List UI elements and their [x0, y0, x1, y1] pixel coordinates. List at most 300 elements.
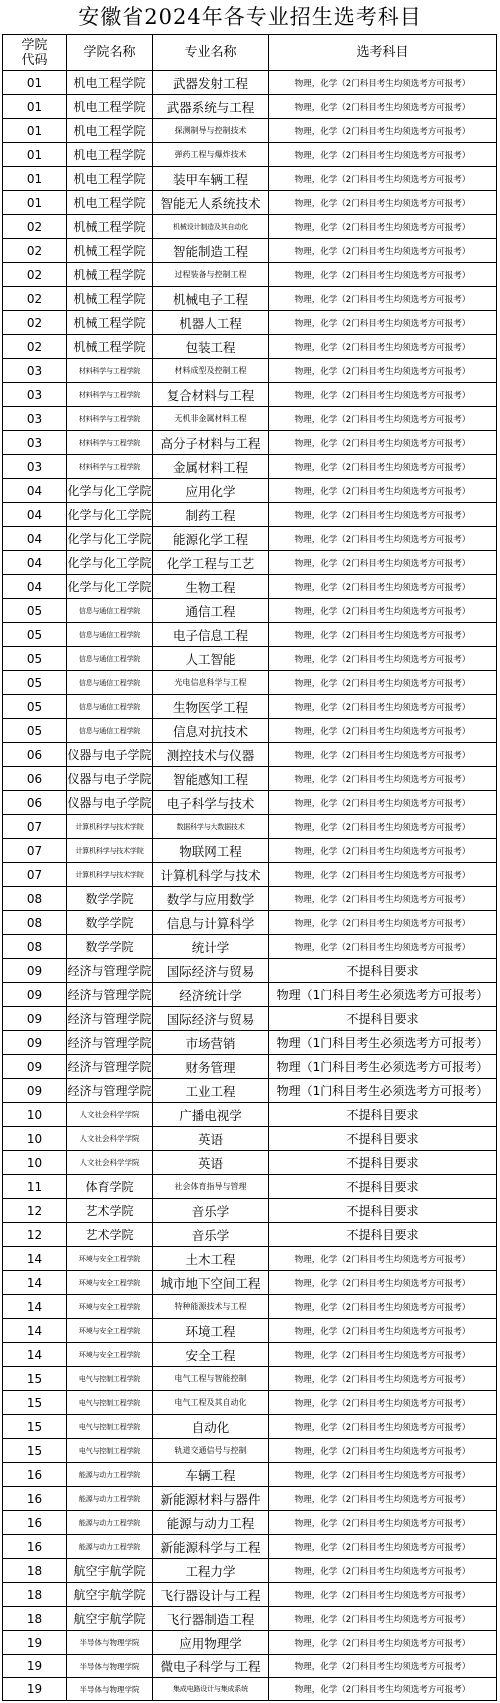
college-code-cell: 04 — [3, 503, 67, 527]
major-name-cell: 通信工程 — [153, 599, 269, 623]
major-name-cell: 智能感知工程 — [153, 767, 269, 791]
college-code-cell: 05 — [3, 695, 67, 719]
major-name-cell: 无机非金属材料工程 — [153, 407, 269, 431]
major-name-cell: 环境工程 — [153, 1319, 269, 1343]
subjects-cell: 不提科目要求 — [269, 1151, 497, 1175]
table-row — [3, 983, 497, 1007]
major-name-cell: 弹药工程与爆炸技术 — [153, 143, 269, 167]
table-row — [3, 455, 497, 479]
college-name-cell: 经济与管理学院 — [67, 1007, 153, 1031]
college-name-cell: 化学与化工学院 — [67, 575, 153, 599]
major-name-cell: 智能无人系统技术 — [153, 191, 269, 215]
subjects-cell: 物理，化学（2门科目考生均须选考方可报考） — [269, 407, 497, 431]
major-name-cell: 智能制造工程 — [153, 239, 269, 263]
subjects-cell: 物理，化学（2门科目考生均须选考方可报考） — [269, 935, 497, 959]
major-name-cell: 机械设计制造及其自动化 — [153, 215, 269, 239]
page-title: 安徽省2024年各专业招生选考科目 — [78, 5, 422, 29]
table-row — [3, 1007, 497, 1031]
major-name-cell: 电气工程及其自动化 — [153, 1391, 269, 1415]
college-name-cell: 化学与化工学院 — [67, 503, 153, 527]
table-row — [3, 743, 497, 767]
table-row — [3, 695, 497, 719]
college-code-cell: 06 — [3, 767, 67, 791]
college-code-cell: 16 — [3, 1487, 67, 1511]
major-name-cell: 新能源科学与工程 — [153, 1535, 269, 1559]
college-code-cell: 04 — [3, 527, 67, 551]
college-code-cell: 01 — [3, 71, 67, 95]
major-name-cell: 广播电视学 — [153, 1103, 269, 1127]
table-row — [3, 215, 497, 239]
major-name-cell: 武器发射工程 — [153, 71, 269, 95]
subjects-cell: 物理，化学（2门科目考生均须选考方可报考） — [269, 263, 497, 287]
subjects-cell: 物理，化学（2门科目考生均须选考方可报考） — [269, 1655, 497, 1678]
major-name-cell: 计算机科学与技术 — [153, 863, 269, 887]
college-name-cell: 机电工程学院 — [67, 95, 153, 119]
college-code-cell: 16 — [3, 1463, 67, 1487]
college-code-cell: 02 — [3, 287, 67, 311]
subjects-cell: 物理，化学（2门科目考生均须选考方可报考） — [269, 239, 497, 263]
table-row — [3, 479, 497, 503]
college-name-cell: 能源与动力工程学院 — [67, 1463, 153, 1487]
college-code-cell: 15 — [3, 1391, 67, 1415]
major-name-cell: 特种能源技术与工程 — [153, 1295, 269, 1319]
table-row — [3, 887, 497, 911]
college-code-cell: 02 — [3, 263, 67, 287]
major-name-cell: 过程装备与控制工程 — [153, 263, 269, 287]
college-name-cell: 机械工程学院 — [67, 239, 153, 263]
subjects-cell: 不提科目要求 — [269, 959, 497, 983]
college-name-cell: 化学与化工学院 — [67, 527, 153, 551]
college-code-cell: 01 — [3, 119, 67, 143]
table-row — [3, 1678, 497, 1701]
subjects-cell: 物理，化学（2门科目考生均须选考方可报考） — [269, 95, 497, 119]
college-name-cell: 仪器与电子学院 — [67, 767, 153, 791]
college-code-cell: 01 — [3, 191, 67, 215]
header-college-code — [3, 35, 67, 71]
subjects-cell: 物理，化学（2门科目考生均须选考方可报考） — [269, 1295, 497, 1319]
subjects-cell: 物理，化学（2门科目考生均须选考方可报考） — [269, 503, 497, 527]
college-name-cell: 计算机科学与技术学院 — [67, 815, 153, 839]
table-row — [3, 671, 497, 695]
college-code-cell: 05 — [3, 671, 67, 695]
subjects-cell: 物理，化学（2门科目考生均须选考方可报考） — [269, 887, 497, 911]
major-name-cell: 信息与计算科学 — [153, 911, 269, 935]
major-name-cell: 自动化 — [153, 1415, 269, 1439]
major-name-cell: 能源化学工程 — [153, 527, 269, 551]
major-name-cell: 财务管理 — [153, 1055, 269, 1079]
college-code-cell: 09 — [3, 1079, 67, 1103]
subjects-cell: 物理，化学（2门科目考生均须选考方可报考） — [269, 695, 497, 719]
major-name-cell: 信息对抗技术 — [153, 719, 269, 743]
subjects-cell: 物理，化学（2门科目考生均须选考方可报考） — [269, 143, 497, 167]
major-name-cell: 经济统计学 — [153, 983, 269, 1007]
college-code-cell: 02 — [3, 215, 67, 239]
subjects-cell: 物理，化学（2门科目考生均须选考方可报考） — [269, 71, 497, 95]
college-name-cell: 数学学院 — [67, 887, 153, 911]
major-name-cell: 车辆工程 — [153, 1463, 269, 1487]
college-name-cell: 半导体与物理学院 — [67, 1678, 153, 1701]
college-code-cell: 09 — [3, 1055, 67, 1079]
college-name-cell: 机械工程学院 — [67, 335, 153, 359]
college-name-cell: 仪器与电子学院 — [67, 791, 153, 815]
subjects-cell: 物理，化学（2门科目考生均须选考方可报考） — [269, 167, 497, 191]
college-name-cell: 信息与通信工程学院 — [67, 671, 153, 695]
subjects-cell: 物理，化学（2门科目考生均须选考方可报考） — [269, 455, 497, 479]
table-row — [3, 1607, 497, 1631]
college-name-cell: 环境与安全工程学院 — [67, 1247, 153, 1271]
table-row — [3, 119, 497, 143]
major-name-cell: 数据科学与大数据技术 — [153, 815, 269, 839]
college-name-cell: 机械工程学院 — [67, 215, 153, 239]
college-code-cell: 14 — [3, 1319, 67, 1343]
major-name-cell: 电子科学与技术 — [153, 791, 269, 815]
college-code-cell: 01 — [3, 143, 67, 167]
major-name-cell: 统计学 — [153, 935, 269, 959]
header-college-name: 学院名称 — [67, 35, 153, 71]
college-code-cell: 16 — [3, 1511, 67, 1535]
college-code-cell: 19 — [3, 1678, 67, 1701]
college-code-cell: 19 — [3, 1655, 67, 1678]
subjects-cell: 物理（1门科目考生必须选考方可报考） — [269, 983, 497, 1007]
college-name-cell: 经济与管理学院 — [67, 1079, 153, 1103]
subjects-cell: 不提科目要求 — [269, 1199, 497, 1223]
major-name-cell: 英语 — [153, 1151, 269, 1175]
college-code-cell: 12 — [3, 1199, 67, 1223]
table-row — [3, 1655, 497, 1678]
college-code-cell: 03 — [3, 383, 67, 407]
table-row — [3, 95, 497, 119]
major-name-cell: 电气工程与智能控制 — [153, 1367, 269, 1391]
subjects-table — [2, 34, 497, 1701]
college-name-cell: 数学学院 — [67, 935, 153, 959]
college-name-cell: 机械工程学院 — [67, 311, 153, 335]
table-row — [3, 71, 497, 95]
college-code-cell: 16 — [3, 1535, 67, 1559]
table-row — [3, 1223, 497, 1247]
major-name-cell: 制药工程 — [153, 503, 269, 527]
college-code-cell: 08 — [3, 911, 67, 935]
college-name-cell: 电气与控制工程学院 — [67, 1415, 153, 1439]
subjects-cell: 物理（1门科目考生必须选考方可报考） — [269, 1055, 497, 1079]
college-code-cell: 18 — [3, 1559, 67, 1583]
major-name-cell: 英语 — [153, 1127, 269, 1151]
college-name-cell: 经济与管理学院 — [67, 959, 153, 983]
college-code-cell: 08 — [3, 935, 67, 959]
table-row — [3, 1055, 497, 1079]
subjects-cell: 物理，化学（2门科目考生均须选考方可报考） — [269, 1271, 497, 1295]
table-row — [3, 791, 497, 815]
major-name-cell: 音乐学 — [153, 1223, 269, 1247]
major-name-cell: 轨道交通信号与控制 — [153, 1439, 269, 1463]
major-name-cell: 电子信息工程 — [153, 623, 269, 647]
subjects-cell: 物理，化学（2门科目考生均须选考方可报考） — [269, 1487, 497, 1511]
subjects-cell: 不提科目要求 — [269, 1103, 497, 1127]
college-code-cell: 14 — [3, 1343, 67, 1367]
subjects-cell: 物理，化学（2门科目考生均须选考方可报考） — [269, 527, 497, 551]
table-row — [3, 1559, 497, 1583]
table-row — [3, 1463, 497, 1487]
subjects-cell: 物理，化学（2门科目考生均须选考方可报考） — [269, 431, 497, 455]
college-code-cell: 14 — [3, 1271, 67, 1295]
subjects-cell: 不提科目要求 — [269, 1127, 497, 1151]
college-code-cell: 07 — [3, 815, 67, 839]
major-name-cell: 国际经济与贸易 — [153, 959, 269, 983]
subjects-cell: 物理，化学（2门科目考生均须选考方可报考） — [269, 839, 497, 863]
major-name-cell: 应用物理学 — [153, 1631, 269, 1655]
college-name-cell: 材料科学与工程学院 — [67, 407, 153, 431]
college-name-cell: 材料科学与工程学院 — [67, 431, 153, 455]
table-row — [3, 407, 497, 431]
subjects-cell: 物理（1门科目考生必须选考方可报考） — [269, 1079, 497, 1103]
major-name-cell: 音乐学 — [153, 1199, 269, 1223]
table-row — [3, 1247, 497, 1271]
major-name-cell: 城市地下空间工程 — [153, 1271, 269, 1295]
table-row — [3, 359, 497, 383]
table-row — [3, 191, 497, 215]
subjects-cell: 物理，化学（2门科目考生均须选考方可报考） — [269, 1343, 497, 1367]
college-name-cell: 半导体与物理学院 — [67, 1631, 153, 1655]
college-name-cell: 电气与控制工程学院 — [67, 1439, 153, 1463]
college-name-cell: 人文社会科学学院 — [67, 1151, 153, 1175]
table-row — [3, 1487, 497, 1511]
college-code-cell: 18 — [3, 1583, 67, 1607]
table-row — [3, 431, 497, 455]
major-name-cell: 光电信息科学与工程 — [153, 671, 269, 695]
table-row — [3, 1295, 497, 1319]
college-code-cell: 05 — [3, 599, 67, 623]
major-name-cell: 安全工程 — [153, 1343, 269, 1367]
table-row — [3, 719, 497, 743]
subjects-cell: 不提科目要求 — [269, 1175, 497, 1199]
major-name-cell: 包装工程 — [153, 335, 269, 359]
college-code-cell: 09 — [3, 959, 67, 983]
subjects-cell: 物理，化学（2门科目考生均须选考方可报考） — [269, 623, 497, 647]
subjects-cell: 物理（1门科目考生必须选考方可报考） — [269, 1031, 497, 1055]
subjects-cell: 物理，化学（2门科目考生均须选考方可报考） — [269, 791, 497, 815]
college-name-cell: 材料科学与工程学院 — [67, 383, 153, 407]
table-row — [3, 863, 497, 887]
college-code-cell: 18 — [3, 1607, 67, 1631]
major-name-cell: 探测制导与控制技术 — [153, 119, 269, 143]
subjects-cell: 不提科目要求 — [269, 1007, 497, 1031]
table-row — [3, 1103, 497, 1127]
college-name-cell: 航空宇航学院 — [67, 1583, 153, 1607]
table-row — [3, 767, 497, 791]
major-name-cell: 社会体育指导与管理 — [153, 1175, 269, 1199]
subjects-cell: 物理，化学（2门科目考生均须选考方可报考） — [269, 815, 497, 839]
table-row — [3, 287, 497, 311]
subjects-cell: 物理，化学（2门科目考生均须选考方可报考） — [269, 383, 497, 407]
table-header-row — [3, 35, 497, 71]
subjects-cell: 物理，化学（2门科目考生均须选考方可报考） — [269, 575, 497, 599]
college-name-cell: 机电工程学院 — [67, 191, 153, 215]
subjects-cell: 物理，化学（2门科目考生均须选考方可报考） — [269, 359, 497, 383]
table-row — [3, 1319, 497, 1343]
major-name-cell: 工业工程 — [153, 1079, 269, 1103]
subjects-cell: 物理，化学（2门科目考生均须选考方可报考） — [269, 479, 497, 503]
college-name-cell: 信息与通信工程学院 — [67, 695, 153, 719]
college-name-cell: 计算机科学与技术学院 — [67, 839, 153, 863]
major-name-cell: 国际经济与贸易 — [153, 1007, 269, 1031]
table-row — [3, 503, 497, 527]
table-row — [3, 1199, 497, 1223]
table-row — [3, 599, 497, 623]
subjects-cell: 不提科目要求 — [269, 1223, 497, 1247]
college-name-cell: 机电工程学院 — [67, 119, 153, 143]
college-name-cell: 仪器与电子学院 — [67, 743, 153, 767]
major-name-cell: 数学与应用数学 — [153, 887, 269, 911]
table-row — [3, 935, 497, 959]
college-name-cell: 人文社会科学学院 — [67, 1103, 153, 1127]
table-row — [3, 1391, 497, 1415]
subjects-cell: 物理，化学（2门科目考生均须选考方可报考） — [269, 599, 497, 623]
college-code-cell: 15 — [3, 1367, 67, 1391]
college-code-cell: 09 — [3, 983, 67, 1007]
subjects-cell: 物理，化学（2门科目考生均须选考方可报考） — [269, 647, 497, 671]
table-row — [3, 1631, 497, 1655]
subjects-cell: 物理，化学（2门科目考生均须选考方可报考） — [269, 1511, 497, 1535]
table-row — [3, 1439, 497, 1463]
table-row — [3, 1271, 497, 1295]
table-row — [3, 959, 497, 983]
college-name-cell: 信息与通信工程学院 — [67, 599, 153, 623]
subjects-cell: 物理，化学（2门科目考生均须选考方可报考） — [269, 1678, 497, 1701]
major-name-cell: 人工智能 — [153, 647, 269, 671]
college-code-cell: 03 — [3, 455, 67, 479]
subjects-cell: 物理，化学（2门科目考生均须选考方可报考） — [269, 767, 497, 791]
college-code-cell: 10 — [3, 1103, 67, 1127]
major-name-cell: 物联网工程 — [153, 839, 269, 863]
college-code-cell: 10 — [3, 1151, 67, 1175]
header-subjects: 选考科目 — [269, 35, 497, 71]
subjects-cell: 物理，化学（2门科目考生均须选考方可报考） — [269, 119, 497, 143]
major-name-cell: 能源与动力工程 — [153, 1511, 269, 1535]
major-name-cell: 机械电子工程 — [153, 287, 269, 311]
major-name-cell: 工程力学 — [153, 1559, 269, 1583]
subjects-cell: 物理，化学（2门科目考生均须选考方可报考） — [269, 287, 497, 311]
college-code-cell: 03 — [3, 359, 67, 383]
college-name-cell: 材料科学与工程学院 — [67, 359, 153, 383]
college-code-cell: 04 — [3, 575, 67, 599]
college-code-cell: 19 — [3, 1631, 67, 1655]
college-name-cell: 计算机科学与技术学院 — [67, 863, 153, 887]
college-name-cell: 航空宇航学院 — [67, 1607, 153, 1631]
major-name-cell: 金属材料工程 — [153, 455, 269, 479]
college-code-cell: 07 — [3, 863, 67, 887]
table-row — [3, 839, 497, 863]
major-name-cell: 武器系统与工程 — [153, 95, 269, 119]
college-name-cell: 信息与通信工程学院 — [67, 623, 153, 647]
college-name-cell: 化学与化工学院 — [67, 479, 153, 503]
college-code-cell: 15 — [3, 1439, 67, 1463]
college-name-cell: 数学学院 — [67, 911, 153, 935]
table-row — [3, 623, 497, 647]
major-name-cell: 测控技术与仪器 — [153, 743, 269, 767]
major-name-cell: 材料成型及控制工程 — [153, 359, 269, 383]
college-name-cell: 机械工程学院 — [67, 287, 153, 311]
table-row — [3, 1511, 497, 1535]
college-code-cell: 02 — [3, 311, 67, 335]
subjects-cell: 物理，化学（2门科目考生均须选考方可报考） — [269, 1463, 497, 1487]
subjects-cell: 物理，化学（2门科目考生均须选考方可报考） — [269, 1247, 497, 1271]
table-row — [3, 1343, 497, 1367]
header-major-name: 专业名称 — [153, 35, 269, 71]
college-name-cell: 环境与安全工程学院 — [67, 1295, 153, 1319]
major-name-cell: 土木工程 — [153, 1247, 269, 1271]
college-name-cell: 体育学院 — [67, 1175, 153, 1199]
college-name-cell: 艺术学院 — [67, 1199, 153, 1223]
major-name-cell: 飞行器制造工程 — [153, 1607, 269, 1631]
college-code-cell: 08 — [3, 887, 67, 911]
table-row — [3, 647, 497, 671]
college-name-cell: 能源与动力工程学院 — [67, 1535, 153, 1559]
college-name-cell: 机电工程学院 — [67, 143, 153, 167]
subjects-cell: 物理，化学（2门科目考生均须选考方可报考） — [269, 1319, 497, 1343]
college-code-cell: 01 — [3, 95, 67, 119]
college-name-cell: 机电工程学院 — [67, 71, 153, 95]
college-name-cell: 化学与化工学院 — [67, 551, 153, 575]
major-name-cell: 机器人工程 — [153, 311, 269, 335]
college-code-cell: 01 — [3, 167, 67, 191]
college-code-cell: 09 — [3, 1031, 67, 1055]
college-code-cell: 12 — [3, 1223, 67, 1247]
table-row — [3, 1583, 497, 1607]
college-code-cell: 03 — [3, 431, 67, 455]
college-code-cell: 04 — [3, 479, 67, 503]
major-name-cell: 微电子科学与工程 — [153, 1655, 269, 1678]
college-name-cell: 经济与管理学院 — [67, 983, 153, 1007]
subjects-cell: 物理，化学（2门科目考生均须选考方可报考） — [269, 1583, 497, 1607]
subjects-cell: 物理，化学（2门科目考生均须选考方可报考） — [269, 335, 497, 359]
college-name-cell: 环境与安全工程学院 — [67, 1343, 153, 1367]
college-code-cell: 14 — [3, 1247, 67, 1271]
college-name-cell: 环境与安全工程学院 — [67, 1271, 153, 1295]
table-row — [3, 1031, 497, 1055]
table-row — [3, 575, 497, 599]
college-code-cell: 06 — [3, 743, 67, 767]
subjects-cell: 物理，化学（2门科目考生均须选考方可报考） — [269, 1439, 497, 1463]
college-name-cell: 经济与管理学院 — [67, 1055, 153, 1079]
subjects-cell: 物理，化学（2门科目考生均须选考方可报考） — [269, 191, 497, 215]
college-code-cell: 07 — [3, 839, 67, 863]
subjects-cell: 物理，化学（2门科目考生均须选考方可报考） — [269, 1367, 497, 1391]
college-code-cell: 04 — [3, 551, 67, 575]
college-code-cell: 03 — [3, 407, 67, 431]
subjects-cell: 物理，化学（2门科目考生均须选考方可报考） — [269, 1607, 497, 1631]
table-row — [3, 1535, 497, 1559]
college-name-cell: 艺术学院 — [67, 1223, 153, 1247]
table-row — [3, 1175, 497, 1199]
table-row — [3, 1079, 497, 1103]
college-name-cell: 人文社会科学学院 — [67, 1127, 153, 1151]
subjects-cell: 物理，化学（2门科目考生均须选考方可报考） — [269, 743, 497, 767]
college-name-cell: 能源与动力工程学院 — [67, 1511, 153, 1535]
college-name-cell: 电气与控制工程学院 — [67, 1391, 153, 1415]
major-name-cell: 生物工程 — [153, 575, 269, 599]
subjects-cell: 物理，化学（2门科目考生均须选考方可报考） — [269, 1535, 497, 1559]
subjects-cell: 物理，化学（2门科目考生均须选考方可报考） — [269, 551, 497, 575]
college-code-cell: 02 — [3, 335, 67, 359]
subjects-cell: 物理，化学（2门科目考生均须选考方可报考） — [269, 311, 497, 335]
major-name-cell: 飞行器设计与工程 — [153, 1583, 269, 1607]
major-name-cell: 应用化学 — [153, 479, 269, 503]
subjects-cell: 物理，化学（2门科目考生均须选考方可报考） — [269, 719, 497, 743]
major-name-cell: 复合材料与工程 — [153, 383, 269, 407]
table-row — [3, 815, 497, 839]
college-code-cell: 14 — [3, 1295, 67, 1319]
college-code-cell: 10 — [3, 1127, 67, 1151]
table-row — [3, 1367, 497, 1391]
